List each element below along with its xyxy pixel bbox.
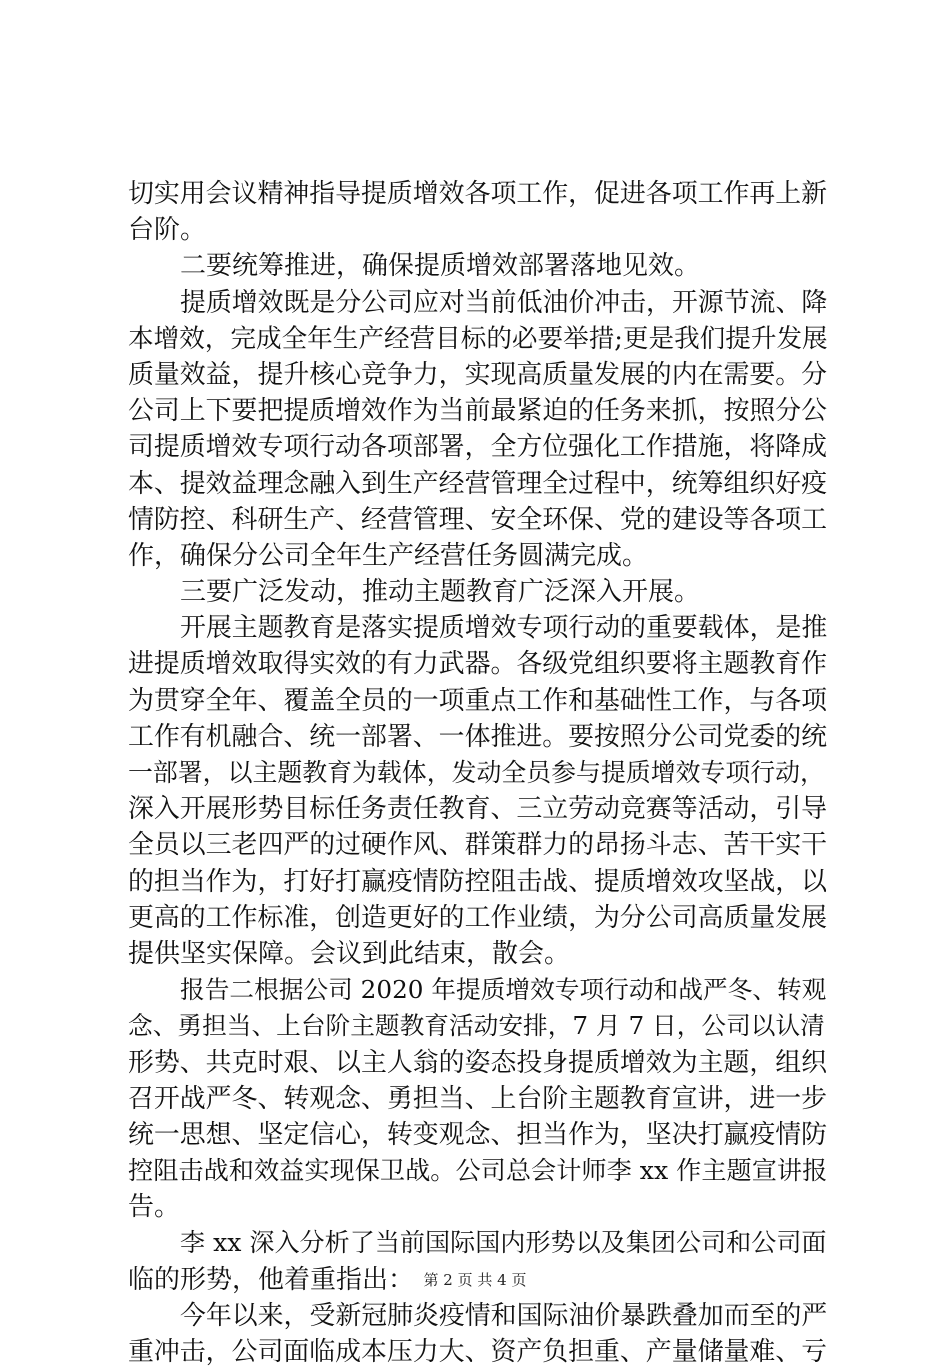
text-line: 告。 xyxy=(128,1192,181,1223)
text-line: 提质增效既是分公司应对当前低油价冲击，开源节流、降 xyxy=(180,287,828,318)
text-line: 临的形势，他着重指出： xyxy=(128,1264,415,1295)
text-line: 为贯穿全年、覆盖全员的一项重点工作和基础性工作，与各项 xyxy=(128,685,828,716)
text-line: 提供坚实保障。会议到此结束，散会。 xyxy=(128,938,571,969)
text-line: 李 xx 深入分析了当前国际国内形势以及集团公司和公司面 xyxy=(180,1228,827,1258)
text-line: 深入开展形势目标任务责任教育、三立劳动竞赛等活动，引导 xyxy=(128,794,828,825)
text-line: 本增效，完成全年生产经营目标的必要举措;更是我们提升发展 xyxy=(128,323,828,354)
text-line: 三要广泛发动，推动主题教育广泛深入开展。 xyxy=(180,577,701,608)
text-line: 召开战严冬、转观念、勇担当、上台阶主题教育宣讲，进一步 xyxy=(128,1083,828,1114)
text-line: 质量效益，提升核心竞争力，实现高质量发展的内在需要。分 xyxy=(128,359,828,390)
text-line: 今年以来，受新冠肺炎疫情和国际油价暴跌叠加而至的严 xyxy=(180,1300,828,1331)
text-line: 公司上下要把提质增效作为当前最紧迫的任务来抓，按照分公 xyxy=(128,396,828,427)
text-line: 一部署，以主题教育为载体，发动全员参与提质增效专项行动， xyxy=(128,758,825,787)
text-line: 念、勇担当、上台阶主题教育活动安排，7 月 7 日，公司以认清 xyxy=(128,1011,825,1041)
text-line: 重冲击，公司面临成本压力大、资产负担重、产量储量难、亏 xyxy=(128,1337,828,1367)
text-line: 报告二根据公司 2020 年提质增效专项行动和战严冬、转观 xyxy=(180,975,827,1005)
text-line: 情防控、科研生产、经营管理、安全环保、党的建设等各项工 xyxy=(128,504,828,535)
text-line: 形势、共克时艰、以主人翁的姿态投身提质增效为主题，组织 xyxy=(128,1047,828,1078)
text-line: 切实用会议精神指导提质增效各项工作，促进各项工作再上新 xyxy=(128,179,828,209)
text-line: 更高的工作标准，创造更好的工作业绩，为分公司高质量发展 xyxy=(128,902,828,933)
text-line: 作，确保分公司全年生产经营任务圆满完成。 xyxy=(128,540,649,571)
text-line: 司提质增效专项行动各项部署，全方位强化工作措施，将降成 xyxy=(128,432,828,463)
text-line: 台阶。 xyxy=(128,215,207,246)
text-line: 进提质增效取得实效的有力武器。各级党组织要将主题教育作 xyxy=(128,649,828,680)
text-line: 的担当作为，打好打赢疫情防控阻击战、提质增效攻坚战，以 xyxy=(128,866,828,897)
document-body xyxy=(128,176,828,1370)
text-line: 开展主题教育是落实提质增效专项行动的重要载体，是推 xyxy=(180,613,828,644)
text-line: 控阻击战和效益实现保卫战。公司总会计师李 xx 作主题宣讲报 xyxy=(128,1156,828,1186)
text-line: 本、提效益理念融入到生产经营管理全过程中，统筹组织好疫 xyxy=(128,468,828,499)
text-line: 全员以三老四严的过硬作风、群策群力的昂扬斗志、苦干实干 xyxy=(128,830,828,861)
text-line: 工作有机融合、统一部署、一体推进。要按照分公司党委的统 xyxy=(128,721,828,752)
page-footer: 第 2 页 共 4 页 xyxy=(423,1271,527,1289)
text-line: 统一思想、坚定信心，转变观念、担当作为，坚决打赢疫情防 xyxy=(128,1119,828,1150)
text-line: 二要统筹推进，确保提质增效部署落地见效。 xyxy=(180,251,701,282)
